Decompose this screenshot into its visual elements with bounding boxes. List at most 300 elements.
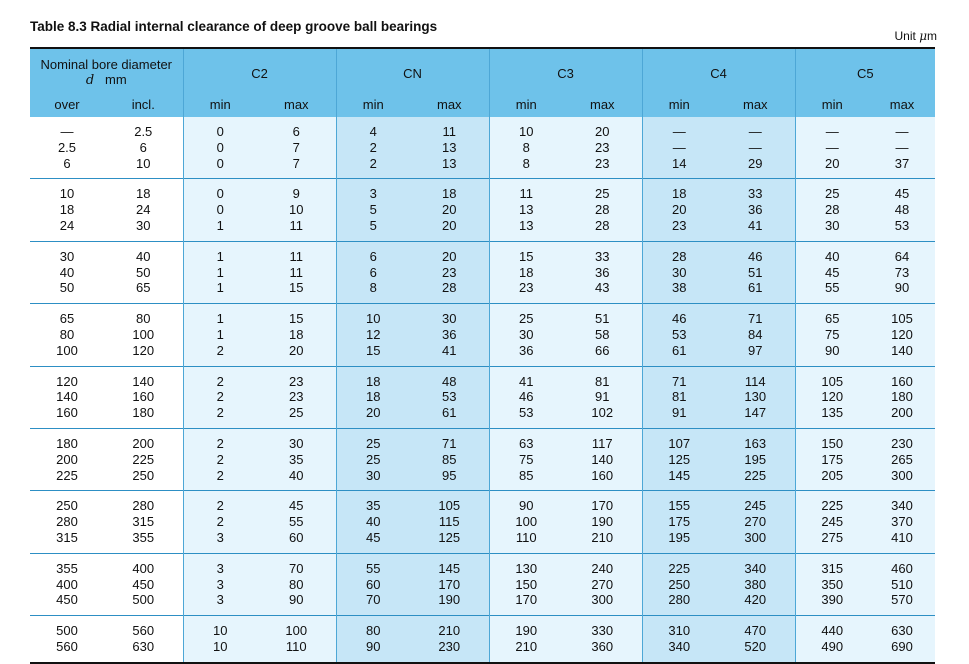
table-cell: 250 <box>30 498 104 514</box>
table-cell: 23 <box>257 374 336 390</box>
table-cell: 275 <box>795 530 869 546</box>
table-cell: 28 <box>642 249 716 265</box>
table-cell: 460 <box>869 561 935 577</box>
table-cell: 11 <box>257 265 336 281</box>
table-cell: 84 <box>716 327 795 343</box>
table-cell: 390 <box>795 592 869 608</box>
table-cell: 225 <box>716 468 795 484</box>
table-cell: 53 <box>869 218 935 234</box>
table-cell: 2 <box>183 343 257 359</box>
table-cell: 58 <box>563 327 642 343</box>
table-cell: 18 <box>257 327 336 343</box>
max-header: max <box>563 97 642 117</box>
table-cell: 35 <box>336 498 410 514</box>
table-cell: 370 <box>869 514 935 530</box>
table-cell: 18 <box>642 186 716 202</box>
table-cell: 97 <box>716 343 795 359</box>
table-cell: 225 <box>642 561 716 577</box>
table-cell: 20 <box>642 202 716 218</box>
table-cell: 265 <box>869 452 935 468</box>
table-cell: 30 <box>489 327 563 343</box>
table-cell: 210 <box>563 530 642 546</box>
table-cell: 81 <box>563 374 642 390</box>
table-cell: 160 <box>104 389 183 405</box>
table-cell: 280 <box>104 498 183 514</box>
table-cell: — <box>716 140 795 156</box>
table-cell: 11 <box>489 186 563 202</box>
table-cell: 28 <box>563 202 642 218</box>
table-cell: 315 <box>30 530 104 546</box>
table-cell: 380 <box>716 577 795 593</box>
table-cell: — <box>642 124 716 140</box>
table-cell: 420 <box>716 592 795 608</box>
table-cell: 45 <box>257 498 336 514</box>
table-cell: 2 <box>336 156 410 172</box>
table-cell: 70 <box>336 592 410 608</box>
table-cell: 120 <box>30 374 104 390</box>
table-cell: 51 <box>563 311 642 327</box>
table-cell: 330 <box>563 623 642 639</box>
table-cell: 20 <box>257 343 336 359</box>
table-cell: 11 <box>410 124 489 140</box>
table-cell: 1 <box>183 280 257 296</box>
unit-label: Unit μm <box>894 29 937 43</box>
table-cell: 630 <box>104 639 183 655</box>
table-cell: 245 <box>795 514 869 530</box>
table-cell: 10 <box>489 124 563 140</box>
table-cell: 490 <box>795 639 869 655</box>
table-cell: 155 <box>642 498 716 514</box>
table-cell: 2 <box>183 468 257 484</box>
table-cell: 175 <box>642 514 716 530</box>
table-cell: 28 <box>563 218 642 234</box>
table-cell: 125 <box>642 452 716 468</box>
table-cell: 40 <box>257 468 336 484</box>
table-cell: 180 <box>30 436 104 452</box>
table-row <box>30 202 935 218</box>
min-header: min <box>795 97 869 117</box>
table-cell: 18 <box>30 202 104 218</box>
table-cell: 8 <box>489 140 563 156</box>
table-cell: 30 <box>30 249 104 265</box>
table-row <box>30 498 935 514</box>
table-cell: 140 <box>563 452 642 468</box>
table-cell: 180 <box>869 389 935 405</box>
table-cell: 10 <box>104 156 183 172</box>
table-cell: 43 <box>563 280 642 296</box>
table-cell: 2 <box>183 498 257 514</box>
table-cell: 37 <box>869 156 935 172</box>
table-cell: 20 <box>795 156 869 172</box>
table-cell: 6 <box>30 156 104 172</box>
table-cell: 40 <box>30 265 104 281</box>
table-cell: 36 <box>489 343 563 359</box>
table-cell: 5 <box>336 218 410 234</box>
table-cell: 140 <box>869 343 935 359</box>
table-row <box>30 311 935 327</box>
table-cell: 120 <box>869 327 935 343</box>
clearance-table <box>30 47 935 664</box>
table-cell: 120 <box>795 389 869 405</box>
table-cell: 5 <box>336 202 410 218</box>
table-cell: 300 <box>716 530 795 546</box>
table-cell: 160 <box>30 405 104 421</box>
table-cell: 190 <box>563 514 642 530</box>
table-cell: 130 <box>489 561 563 577</box>
table-cell: 30 <box>410 311 489 327</box>
table-cell: 10 <box>336 311 410 327</box>
table-cell: 30 <box>257 436 336 452</box>
table-cell: 24 <box>104 202 183 218</box>
table-cell: 240 <box>563 561 642 577</box>
table-cell: 6 <box>336 249 410 265</box>
table-cell: 36 <box>563 265 642 281</box>
table-cell: 270 <box>716 514 795 530</box>
table-cell: 8 <box>489 156 563 172</box>
table-row <box>30 514 935 530</box>
table-cell: 145 <box>410 561 489 577</box>
incl-header: incl. <box>104 97 183 117</box>
table-cell: 15 <box>257 311 336 327</box>
table-cell: 55 <box>336 561 410 577</box>
table-row <box>30 186 935 202</box>
table-cell: 114 <box>716 374 795 390</box>
table-cell: 35 <box>257 452 336 468</box>
table-cell: 65 <box>104 280 183 296</box>
table-cell: 355 <box>30 561 104 577</box>
table-cell: — <box>869 140 935 156</box>
table-cell: 25 <box>336 436 410 452</box>
table-cell: 125 <box>410 530 489 546</box>
min-header: min <box>183 97 257 117</box>
table-cell: 560 <box>104 623 183 639</box>
table-cell: 110 <box>489 530 563 546</box>
table-cell: 10 <box>30 186 104 202</box>
table-cell: 195 <box>642 530 716 546</box>
table-cell: 20 <box>563 124 642 140</box>
table-cell: 105 <box>869 311 935 327</box>
table-cell: 7 <box>257 156 336 172</box>
table-cell: 46 <box>489 389 563 405</box>
table-body <box>30 117 935 663</box>
table-cell: 14 <box>642 156 716 172</box>
table-cell: 20 <box>410 202 489 218</box>
max-header: max <box>869 97 935 117</box>
table-cell: 28 <box>795 202 869 218</box>
table-cell: 91 <box>642 405 716 421</box>
table-cell: 100 <box>489 514 563 530</box>
min-header: min <box>336 97 410 117</box>
table-cell: 3 <box>183 561 257 577</box>
table-cell: 560 <box>30 639 104 655</box>
table-cell: 18 <box>410 186 489 202</box>
table-cell: 140 <box>104 374 183 390</box>
table-cell: 53 <box>642 327 716 343</box>
max-header: max <box>716 97 795 117</box>
table-cell: 1 <box>183 249 257 265</box>
table-cell: 170 <box>489 592 563 608</box>
table-cell: 117 <box>563 436 642 452</box>
table-cell: 60 <box>336 577 410 593</box>
table-cell: 90 <box>489 498 563 514</box>
table-cell: 23 <box>563 156 642 172</box>
table-cell: 2 <box>183 452 257 468</box>
table-cell: 40 <box>104 249 183 265</box>
table-cell: 2.5 <box>104 124 183 140</box>
table-cell: 71 <box>716 311 795 327</box>
table-cell: 41 <box>716 218 795 234</box>
group-header-c2: C2 <box>183 48 336 97</box>
table-cell: 2 <box>336 140 410 156</box>
table-cell: 105 <box>410 498 489 514</box>
table-cell: 315 <box>104 514 183 530</box>
table-row <box>30 374 935 390</box>
table-cell: 13 <box>489 218 563 234</box>
table-cell: 13 <box>410 156 489 172</box>
max-header: max <box>410 97 489 117</box>
table-cell: 71 <box>410 436 489 452</box>
over-header: over <box>30 97 104 117</box>
table-cell: 690 <box>869 639 935 655</box>
table-cell: 90 <box>869 280 935 296</box>
table-cell: — <box>795 140 869 156</box>
table-cell: 50 <box>30 280 104 296</box>
table-cell: 30 <box>336 468 410 484</box>
table-cell: 15 <box>336 343 410 359</box>
table-row <box>30 265 935 281</box>
table-cell: 33 <box>563 249 642 265</box>
table-cell: 3 <box>183 530 257 546</box>
table-cell: 100 <box>104 327 183 343</box>
table-cell: 230 <box>410 639 489 655</box>
table-cell: 12 <box>336 327 410 343</box>
table-row <box>30 156 935 172</box>
table-cell: 45 <box>795 265 869 281</box>
table-cell: — <box>30 124 104 140</box>
table-cell: 29 <box>716 156 795 172</box>
table-cell: 410 <box>869 530 935 546</box>
table-cell: 10 <box>257 202 336 218</box>
table-row <box>30 389 935 405</box>
table-cell: 163 <box>716 436 795 452</box>
table-cell: 340 <box>869 498 935 514</box>
table-cell: 280 <box>642 592 716 608</box>
table-cell: 130 <box>716 389 795 405</box>
table-cell: 51 <box>716 265 795 281</box>
table-cell: 147 <box>716 405 795 421</box>
table-cell: 250 <box>642 577 716 593</box>
table-cell: 11 <box>257 249 336 265</box>
table-cell: 30 <box>642 265 716 281</box>
table-cell: 230 <box>869 436 935 452</box>
table-cell: 210 <box>489 639 563 655</box>
table-cell: 135 <box>795 405 869 421</box>
table-cell: 10 <box>183 639 257 655</box>
table-cell: 2.5 <box>30 140 104 156</box>
table-cell: 200 <box>104 436 183 452</box>
table-cell: 61 <box>410 405 489 421</box>
table-cell: 66 <box>563 343 642 359</box>
group-header-c5: C5 <box>795 48 935 97</box>
table-cell: 520 <box>716 639 795 655</box>
table-cell: 170 <box>563 498 642 514</box>
min-header: min <box>489 97 563 117</box>
table-cell: 400 <box>104 561 183 577</box>
table-cell: 2 <box>183 436 257 452</box>
table-cell: 61 <box>642 343 716 359</box>
table-cell: 107 <box>642 436 716 452</box>
table-cell: 1 <box>183 327 257 343</box>
table-cell: 200 <box>869 405 935 421</box>
table-cell: 440 <box>795 623 869 639</box>
table-cell: 6 <box>104 140 183 156</box>
table-cell: 210 <box>410 623 489 639</box>
table-cell: 25 <box>336 452 410 468</box>
table-cell: 24 <box>30 218 104 234</box>
table-cell: 20 <box>410 218 489 234</box>
table-cell: 3 <box>183 592 257 608</box>
table-cell: 160 <box>563 468 642 484</box>
table-row <box>30 452 935 468</box>
table-cell: 195 <box>716 452 795 468</box>
table-row <box>30 249 935 265</box>
table-cell: 2 <box>183 514 257 530</box>
table-row <box>30 623 935 639</box>
table-cell: 48 <box>410 374 489 390</box>
table-cell: 280 <box>30 514 104 530</box>
table-cell: 0 <box>183 124 257 140</box>
table-cell: 315 <box>795 561 869 577</box>
table-cell: 0 <box>183 140 257 156</box>
table-cell: 13 <box>410 140 489 156</box>
table-row <box>30 124 935 140</box>
table-cell: 400 <box>30 577 104 593</box>
table-cell: 100 <box>30 343 104 359</box>
table-cell: 33 <box>716 186 795 202</box>
table-cell: 2 <box>183 405 257 421</box>
table-cell: 0 <box>183 156 257 172</box>
table-cell: 570 <box>869 592 935 608</box>
group-header-cn: CN <box>336 48 489 97</box>
table-cell: 355 <box>104 530 183 546</box>
table-cell: 80 <box>257 577 336 593</box>
table-cell: 120 <box>104 343 183 359</box>
table-cell: 145 <box>642 468 716 484</box>
table-cell: 53 <box>489 405 563 421</box>
table-cell: 180 <box>104 405 183 421</box>
table-cell: 85 <box>410 452 489 468</box>
table-cell: 41 <box>410 343 489 359</box>
table-cell: 46 <box>716 249 795 265</box>
table-cell: 23 <box>410 265 489 281</box>
table-cell: 36 <box>410 327 489 343</box>
table-cell: 2 <box>183 374 257 390</box>
table-cell: 1 <box>183 311 257 327</box>
table-cell: 45 <box>336 530 410 546</box>
table-cell: 160 <box>869 374 935 390</box>
table-cell: 65 <box>30 311 104 327</box>
table-cell: 18 <box>104 186 183 202</box>
table-cell: 81 <box>642 389 716 405</box>
table-row <box>30 436 935 452</box>
table-cell: 28 <box>410 280 489 296</box>
table-cell: 450 <box>104 577 183 593</box>
table-cell: 75 <box>489 452 563 468</box>
table-cell: 1 <box>183 265 257 281</box>
table-cell: 102 <box>563 405 642 421</box>
table-cell: 25 <box>795 186 869 202</box>
table-cell: 340 <box>716 561 795 577</box>
table-cell: 90 <box>336 639 410 655</box>
table-cell: 2 <box>183 389 257 405</box>
table-cell: 225 <box>30 468 104 484</box>
table-cell: 95 <box>410 468 489 484</box>
table-cell: 8 <box>336 280 410 296</box>
table-cell: 46 <box>642 311 716 327</box>
table-cell: 200 <box>30 452 104 468</box>
table-cell: 510 <box>869 577 935 593</box>
table-cell: 170 <box>410 577 489 593</box>
table-cell: 91 <box>563 389 642 405</box>
table-cell: 90 <box>795 343 869 359</box>
table-cell: 6 <box>336 265 410 281</box>
table-cell: 205 <box>795 468 869 484</box>
table-cell: 225 <box>104 452 183 468</box>
table-cell: 300 <box>563 592 642 608</box>
table-cell: 300 <box>869 468 935 484</box>
table-cell: 64 <box>869 249 935 265</box>
table-cell: 470 <box>716 623 795 639</box>
table-cell: 20 <box>336 405 410 421</box>
table-cell: 310 <box>642 623 716 639</box>
table-cell: 4 <box>336 124 410 140</box>
table-cell: 63 <box>489 436 563 452</box>
table-row <box>30 327 935 343</box>
min-header: min <box>642 97 716 117</box>
table-cell: 630 <box>869 623 935 639</box>
table-cell: 23 <box>642 218 716 234</box>
table-cell: 80 <box>336 623 410 639</box>
table-cell: 20 <box>410 249 489 265</box>
table-cell: 360 <box>563 639 642 655</box>
table-cell: 23 <box>489 280 563 296</box>
table-cell: 25 <box>489 311 563 327</box>
table-cell: 55 <box>257 514 336 530</box>
table-cell: 350 <box>795 577 869 593</box>
table-row <box>30 218 935 234</box>
table-cell: 90 <box>257 592 336 608</box>
table-row <box>30 561 935 577</box>
table-cell: 7 <box>257 140 336 156</box>
table-row <box>30 280 935 296</box>
table-cell: 50 <box>104 265 183 281</box>
table-cell: 0 <box>183 202 257 218</box>
table-row <box>30 468 935 484</box>
table-row <box>30 405 935 421</box>
table-cell: 13 <box>489 202 563 218</box>
table-cell: 225 <box>795 498 869 514</box>
table-cell: 70 <box>257 561 336 577</box>
table-row <box>30 343 935 359</box>
table-cell: — <box>869 124 935 140</box>
group-header-c3: C3 <box>489 48 642 97</box>
table-cell: 150 <box>489 577 563 593</box>
table-cell: 115 <box>410 514 489 530</box>
table-row <box>30 577 935 593</box>
table-cell: 245 <box>716 498 795 514</box>
table-cell: 15 <box>257 280 336 296</box>
table-cell: 110 <box>257 639 336 655</box>
